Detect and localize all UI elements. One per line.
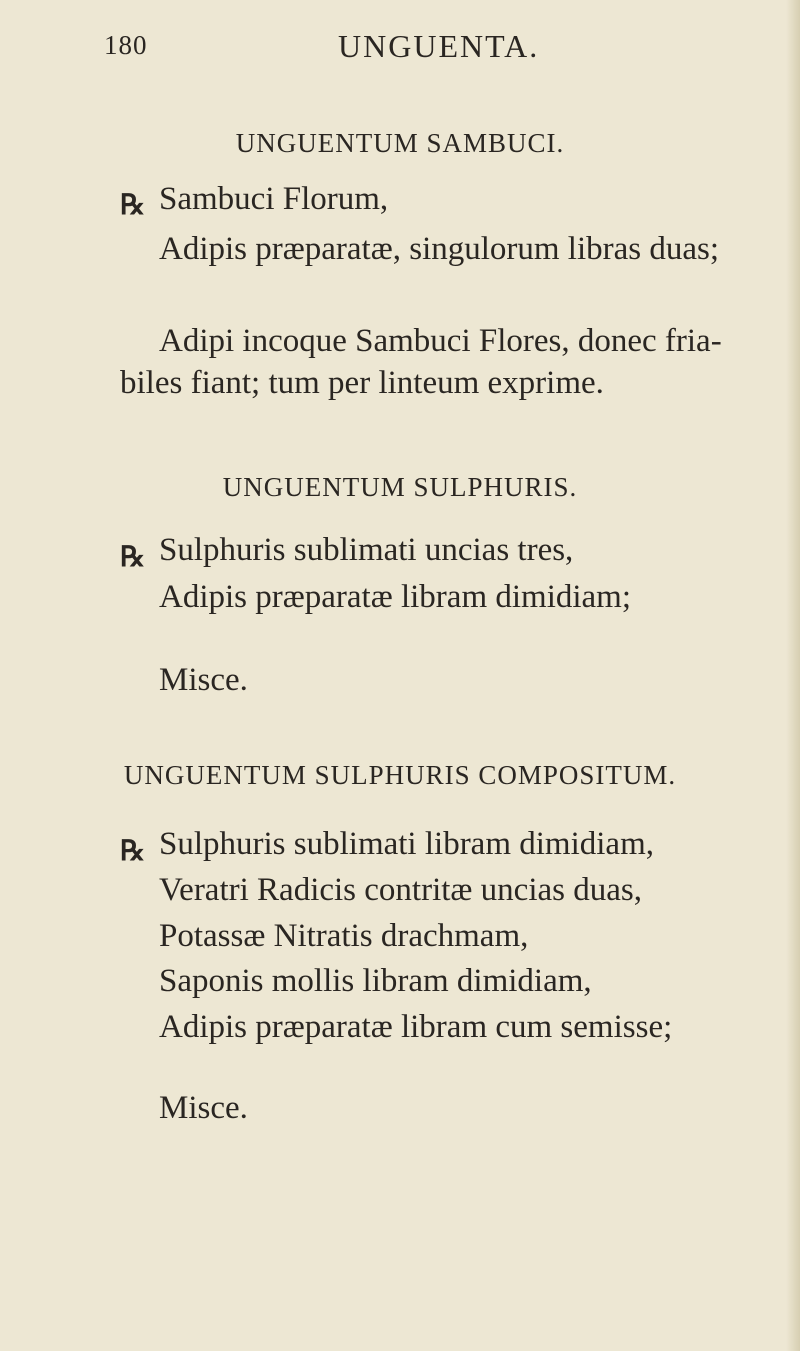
ingredient-line: Adipis præparatæ, singulorum libras duas; (159, 231, 720, 267)
recipe-symbol: ℞ (120, 542, 146, 573)
page-edge-shadow (786, 0, 800, 1351)
ingredient-line: Saponis mollis libram dimidiam, (159, 963, 592, 999)
ingredient-line: Sulphuris sublimati uncias tres, (159, 532, 574, 568)
recipe-symbol: ℞ (120, 836, 146, 867)
ingredient-line: Sulphuris sublimati libram dimidiam, (159, 826, 654, 862)
ingredient-line: Veratri Radicis contritæ uncias duas, (159, 872, 642, 908)
page-number: 180 (104, 30, 148, 60)
ingredient-line: Adipis præparatæ libram dimidiam; (159, 579, 632, 615)
section-heading: UNGUENTUM SULPHURIS COMPOSITUM. (123, 760, 677, 790)
direction-line: biles fiant; tum per linteum exprime. (120, 365, 604, 401)
recipe-symbol: ℞ (120, 190, 146, 221)
ingredient-line: Potassæ Nitratis drachmam, (159, 918, 529, 954)
direction-line: Misce. (159, 1090, 248, 1126)
direction-line: Adipi incoque Sambuci Flores, donec fria- (159, 323, 722, 359)
direction-line: Misce. (159, 662, 248, 698)
running-title: UNGUENTA. (338, 28, 540, 64)
section-heading: UNGUENTUM SAMBUCI. (235, 128, 565, 158)
running-head (0, 22, 800, 62)
ingredient-line: Sambuci Florum, (159, 181, 389, 217)
ingredient-line: Adipis præparatæ libram cum semisse; (159, 1009, 673, 1045)
section-heading: UNGUENTUM SULPHURIS. (222, 472, 578, 502)
